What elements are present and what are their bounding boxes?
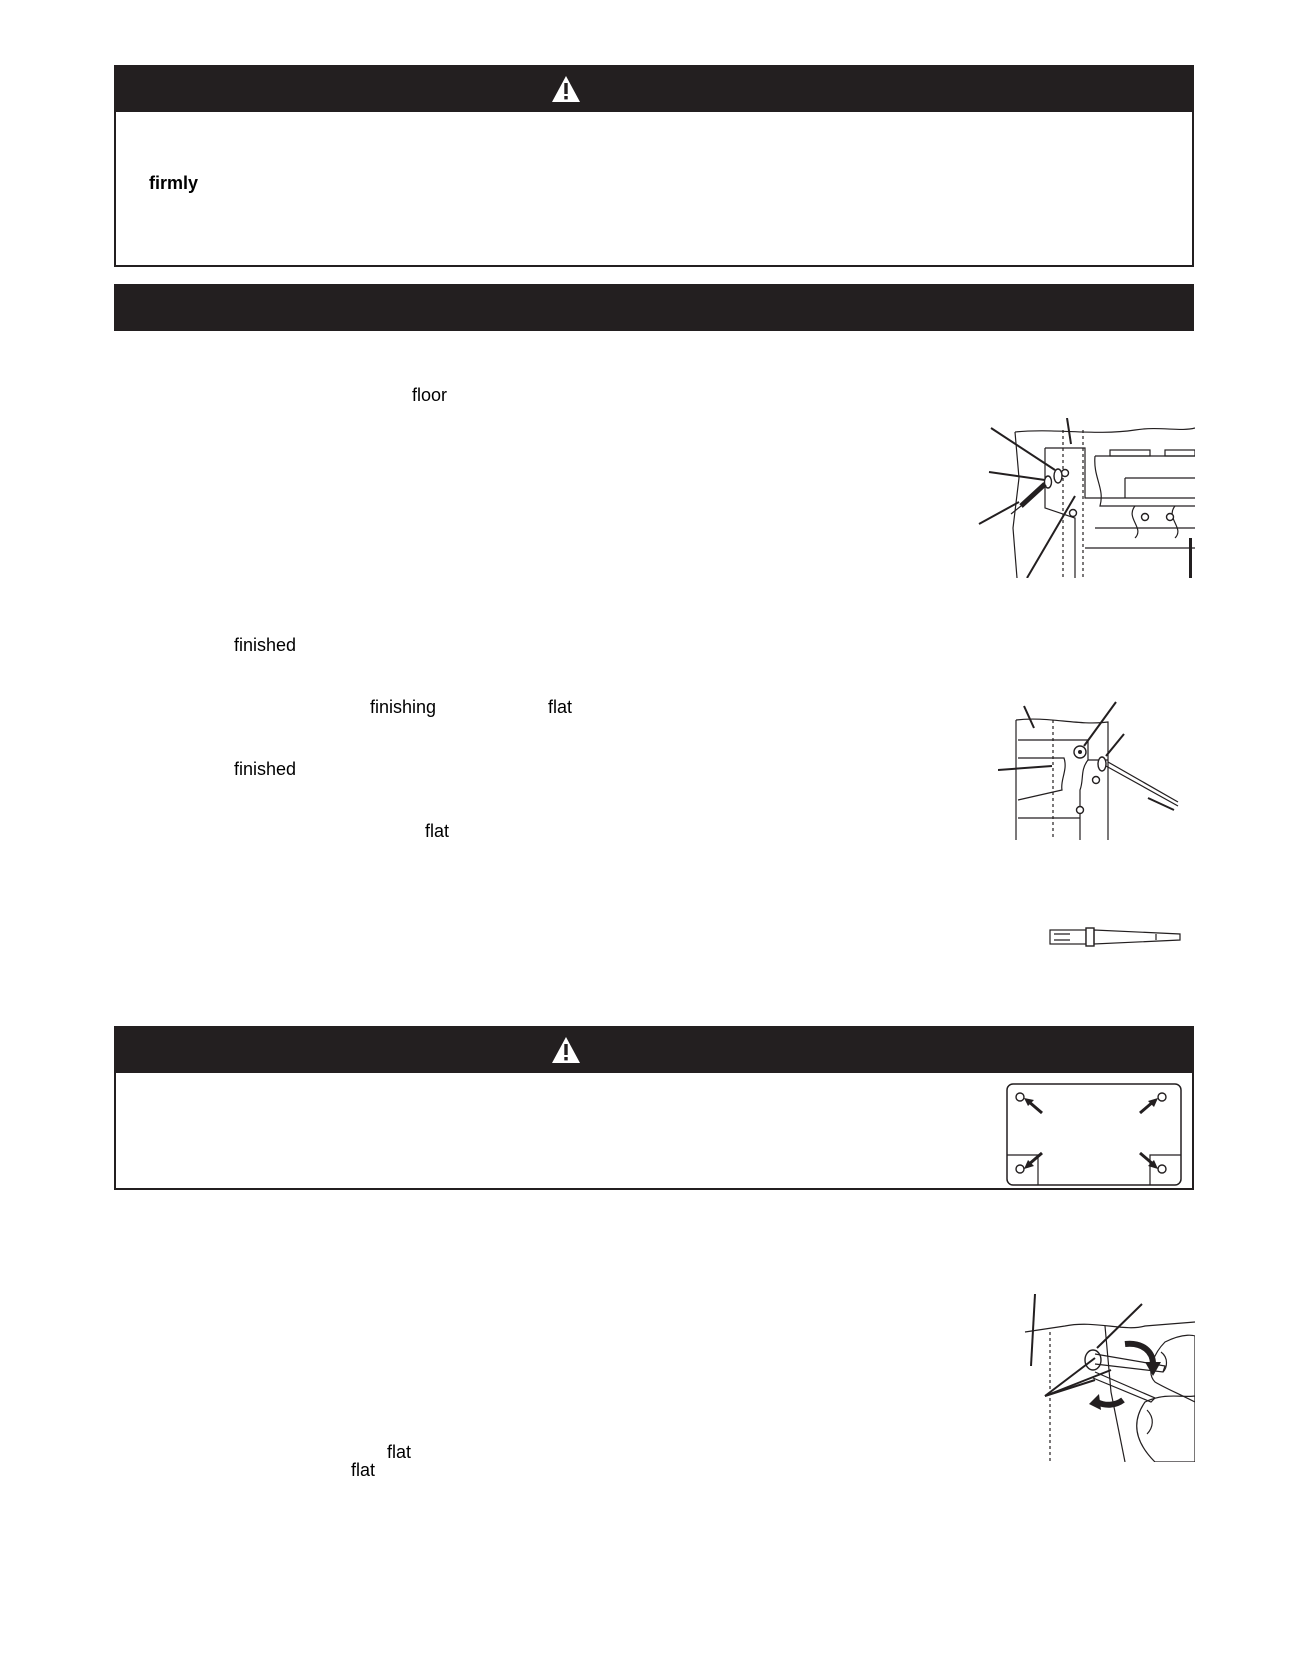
leveling-tool-figure — [1040, 922, 1190, 952]
word-finished-2: finished — [234, 759, 297, 779]
word-finished-1: finished — [234, 635, 297, 655]
word-flat-2: flat — [425, 821, 450, 841]
warning-header-bar-top — [114, 65, 1194, 112]
leveling-bolt-figure — [998, 700, 1198, 850]
wrench-adjustment-figure — [1015, 1292, 1195, 1462]
word-flat-3: flat — [387, 1442, 412, 1462]
caster-locations-figure — [1006, 1083, 1182, 1187]
warning-triangle-icon — [551, 1036, 581, 1064]
word-finishing: finishing — [370, 697, 437, 717]
warning-header-bar-bottom — [114, 1026, 1194, 1073]
word-flat-1: flat — [548, 697, 573, 717]
word-floor: floor — [412, 385, 448, 405]
word-flat-4: flat — [351, 1460, 376, 1480]
warning-triangle-icon — [551, 75, 581, 103]
anchor-bolt-mounting-figure — [975, 418, 1195, 578]
section-header-bar — [114, 284, 1194, 331]
warning-emphasis-firmly: firmly — [149, 173, 199, 193]
